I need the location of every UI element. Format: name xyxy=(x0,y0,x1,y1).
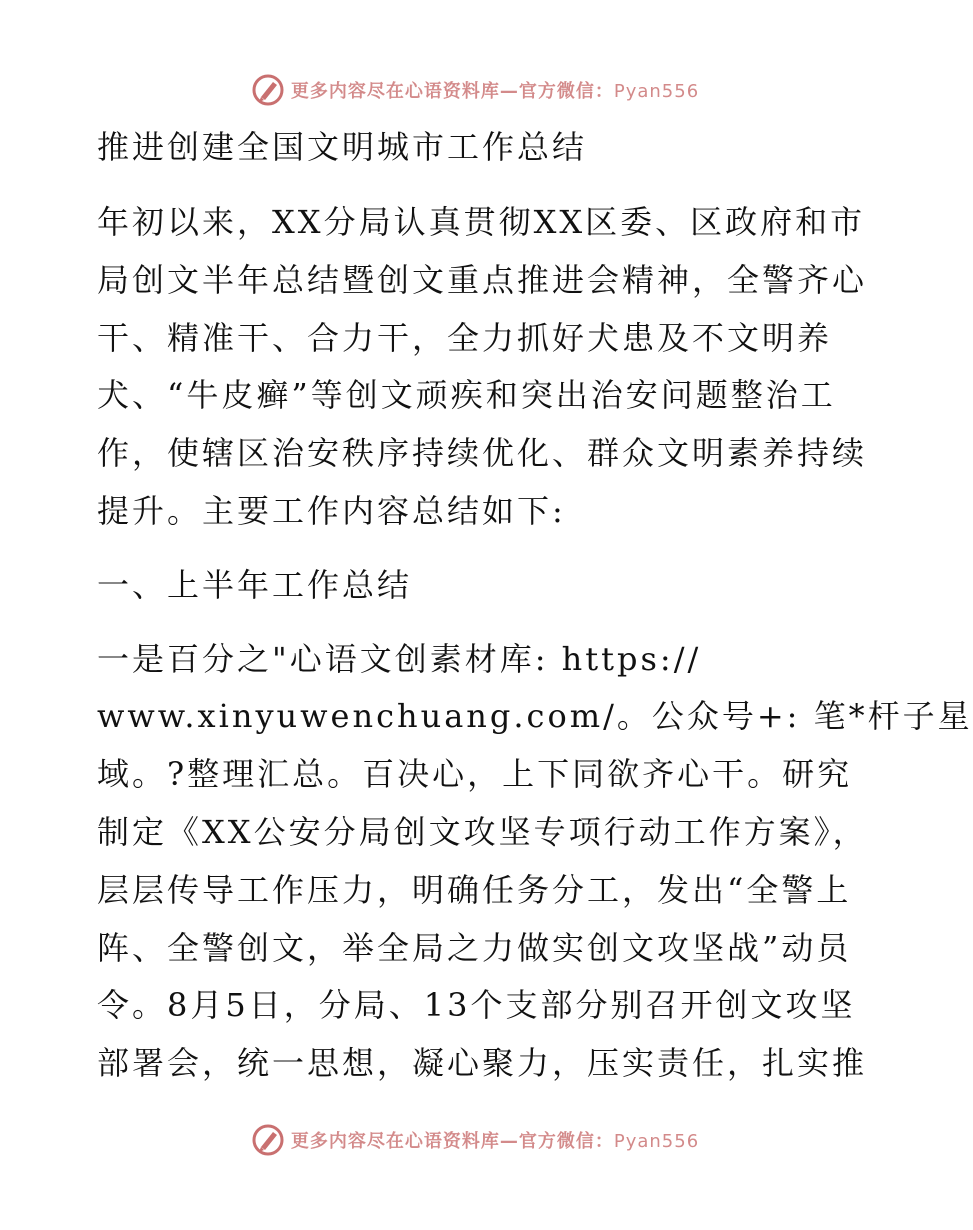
watermark-text: 更多内容尽在心语资料库—官方微信：Pyan556 xyxy=(290,1131,700,1152)
text-line: 年初以来，XX分局认真贯彻XX区委、区政府和市 xyxy=(97,203,866,241)
text-line: 干、精准干、合力干，全力抓好犬患及不文明养 xyxy=(97,318,833,357)
pen-logo-icon xyxy=(251,73,285,107)
text-line: 域。?整理汇总。百决心，上下同欲齐心干。研究 xyxy=(97,755,853,794)
text-line: 作，使辖区治安秩序持续优化、群众文明素养持续 xyxy=(97,434,868,473)
section-heading: 一、上半年工作总结 xyxy=(97,565,413,604)
text-line: www.xinyuwenchuang.com/。公众号+: 笔*杆子星 xyxy=(97,697,973,736)
text-line: 制定《XX公安分局创文攻坚专项行动工作方案》， xyxy=(97,812,868,851)
text-line: 部署会，统一思想，凝心聚力，压实责任，扎实推 xyxy=(97,1044,868,1083)
paragraph-first-point xyxy=(97,631,973,1093)
document-body xyxy=(97,118,973,1093)
text-line: 令。8月5日，分局、13个支部分别召开创文攻坚 xyxy=(97,986,856,1025)
header-watermark xyxy=(0,68,950,112)
watermark-text: 更多内容尽在心语资料库—官方微信：Pyan556 xyxy=(290,81,700,102)
text-line: 提升。主要工作内容总结如下: xyxy=(97,491,566,530)
pen-logo-icon xyxy=(251,1123,285,1157)
text-line: 层层传导工作压力，明确任务分工，发出“全警上 xyxy=(97,870,852,909)
document-title: 推进创建全国文明城市工作总结 xyxy=(97,128,588,166)
footer-watermark xyxy=(0,1118,950,1162)
text-line: 局创文半年总结暨创文重点推进会精神，全警齐心 xyxy=(97,260,868,299)
text-line: 犬、“牛皮癣”等创文顽疾和突出治安问题整治工 xyxy=(97,376,836,415)
text-line: 阵、全警创文，举全局之力做实创文攻坚战”动员 xyxy=(97,928,852,967)
paragraph-intro xyxy=(97,194,868,541)
text-line: 一是百分之"心语文创素材库: https:// xyxy=(97,639,702,678)
